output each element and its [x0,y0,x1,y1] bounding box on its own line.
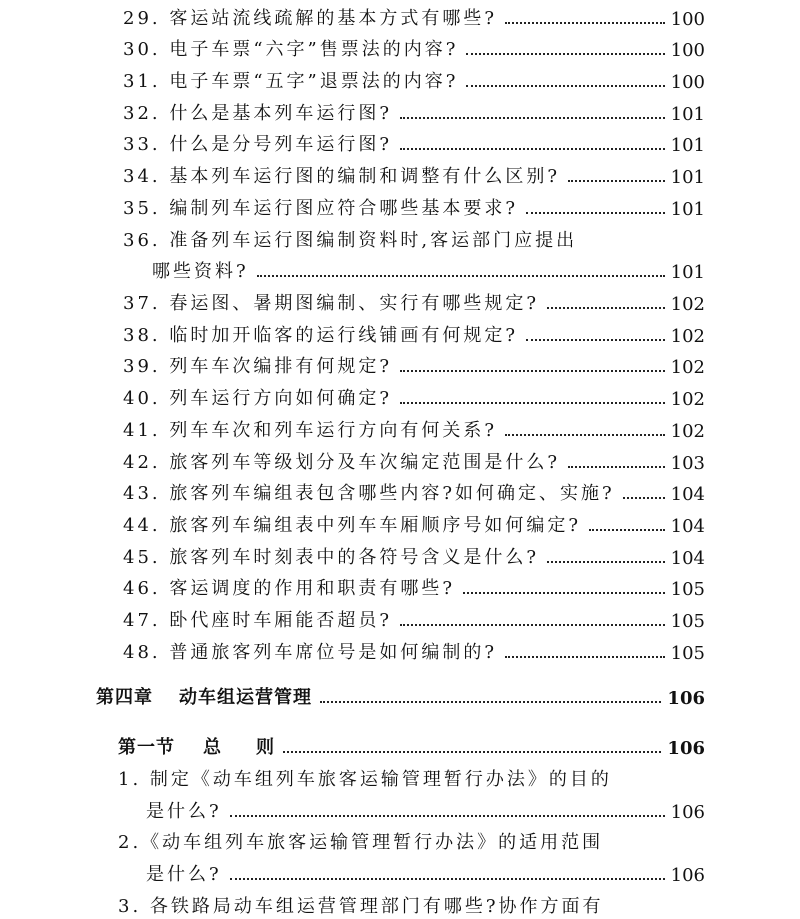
toc-entry [123,97,705,125]
toc-entry [123,509,705,537]
toc-entry [123,477,705,505]
toc-entry-page: 101 [670,135,705,156]
toc-entry [123,350,705,378]
toc-entry-title: 29. 客运站流线疏解的基本方式有哪些? [123,8,497,29]
toc-entry-title: 32. 什么是基本列车运行图? [123,103,392,124]
toc-entry [123,414,705,442]
dot-leader [400,117,665,119]
toc-entry-title-cont: 是什么? [146,801,222,822]
toc-entry-title: 36. 准备列车运行图编制资料时,客运部门应提出 [123,230,578,251]
toc-entry [123,192,705,220]
toc-entry-page: 104 [670,548,705,569]
toc-entry [123,128,705,156]
toc-entry-page: 102 [670,326,705,347]
toc-entry [123,319,705,347]
dot-leader [505,22,665,24]
toc-entry-title: 35. 编制列车运行图应符合哪些基本要求? [123,198,518,219]
toc-entry [118,763,705,791]
toc-entry-title: 42. 旅客列车等级划分及车次编定范围是什么? [123,452,560,473]
toc-entry-title: 33. 什么是分号列车运行图? [123,134,392,155]
toc-entry-page: 103 [670,453,705,474]
dot-leader [547,561,665,563]
toc-entry-title: 2.《动车组列车旅客运输管理暂行办法》的适用范围 [118,832,604,853]
toc-entry-page: 100 [670,40,705,61]
toc-entry [123,287,705,315]
toc-entry-title: 44. 旅客列车编组表中列车车厢顺序号如何编定? [123,515,581,536]
toc-entry [118,890,705,918]
toc-entry-title: 48. 普通旅客列车席位号是如何编制的? [123,642,497,663]
toc-entry [123,224,705,252]
dot-leader [400,624,665,626]
toc-entry-title: 39. 列车车次编排有何规定? [123,356,392,377]
dot-leader [505,434,665,436]
toc-entry-page: 105 [670,611,705,632]
toc-entry-title-cont: 哪些资料? [152,261,249,282]
toc-entry-title: 41. 列车车次和列车运行方向有何关系? [123,420,497,441]
toc-entry-page: 102 [670,357,705,378]
dot-leader [589,529,665,531]
dot-leader [466,85,664,87]
toc-entry-title: 34. 基本列车运行图的编制和调整有什么区别? [123,166,560,187]
toc-entry-page: 104 [670,484,705,505]
toc-entry-page: 101 [670,104,705,125]
toc-entry-continuation [146,795,705,823]
toc-entry-title: 47. 卧代座时车厢能否超员? [123,610,392,631]
toc-entry [123,572,705,600]
toc-entry [123,382,705,410]
toc-entry-title: 31. 电子车票“五字”退票法的内容? [123,71,459,92]
dot-leader [568,466,665,468]
toc-entry-continuation [152,255,705,283]
dot-leader [320,701,661,703]
toc-entry-title: 37. 春运图、暑期图编制、实行有哪些规定? [123,293,539,314]
toc-entry-page: 102 [670,421,705,442]
toc-entry-title: 40. 列车运行方向如何确定? [123,388,392,409]
chapter-heading [96,681,705,709]
toc-entry-page: 106 [670,802,705,823]
toc-entry-title: 43. 旅客列车编组表包含哪些内容?如何确定、实施? [123,483,615,504]
dot-leader [230,815,665,817]
dot-leader [257,275,665,277]
dot-leader [400,148,665,150]
dot-leader [466,53,664,55]
toc-entry-page: 106 [670,865,705,886]
section-number: 第一节 [118,737,175,758]
toc-entry-title: 1. 制定《动车组列车旅客运输管理暂行办法》的目的 [118,769,612,790]
toc-entry-title: 38. 临时加开临客的运行线铺画有何规定? [123,325,518,346]
dot-leader [230,878,665,880]
dot-leader [463,592,665,594]
dot-leader [526,339,665,341]
dot-leader [505,656,665,658]
toc-entry [123,541,705,569]
section-title-part1: 总 [203,737,222,758]
toc-entry-page: 102 [670,389,705,410]
section-heading [118,731,705,759]
chapter-title: 动车组运营管理 [179,687,312,708]
dot-leader [526,212,665,214]
toc-entry [123,604,705,632]
toc-entry-page: 101 [670,262,705,283]
toc-entry [123,2,705,30]
toc-entry-page: 102 [670,294,705,315]
toc-entry-page: 101 [670,167,705,188]
toc-entry [123,446,705,474]
dot-leader [623,497,665,499]
toc-entry-continuation [146,858,705,886]
toc-entry-title: 46. 客运调度的作用和职责有哪些? [123,578,455,599]
toc-entry [118,826,705,854]
dot-leader [547,307,665,309]
toc-entry [123,33,705,61]
dot-leader [400,402,665,404]
toc-entry-page: 100 [670,9,705,30]
toc-entry [123,65,705,93]
toc-entry-page: 105 [670,579,705,600]
toc-entry-title: 45. 旅客列车时刻表中的各符号含义是什么? [123,547,539,568]
toc-entry [123,636,705,664]
toc-entry [123,160,705,188]
chapter-number: 第四章 [96,687,153,708]
toc-entry-title: 30. 电子车票“六字”售票法的内容? [123,39,459,60]
dot-leader [400,370,665,372]
chapter-page: 106 [667,688,705,709]
toc-entry-page: 104 [670,516,705,537]
section-title-part2: 则 [256,737,275,758]
section-page: 106 [667,738,705,759]
toc-entry-title-cont: 是什么? [146,864,222,885]
dot-leader [283,751,661,753]
dot-leader [568,180,665,182]
toc-entry-title: 3. 各铁路局动车组运营管理部门有哪些?协作方面有 [118,896,604,917]
toc-entry-page: 101 [670,199,705,220]
toc-entry-page: 105 [670,643,705,664]
toc-entry-page: 100 [670,72,705,93]
